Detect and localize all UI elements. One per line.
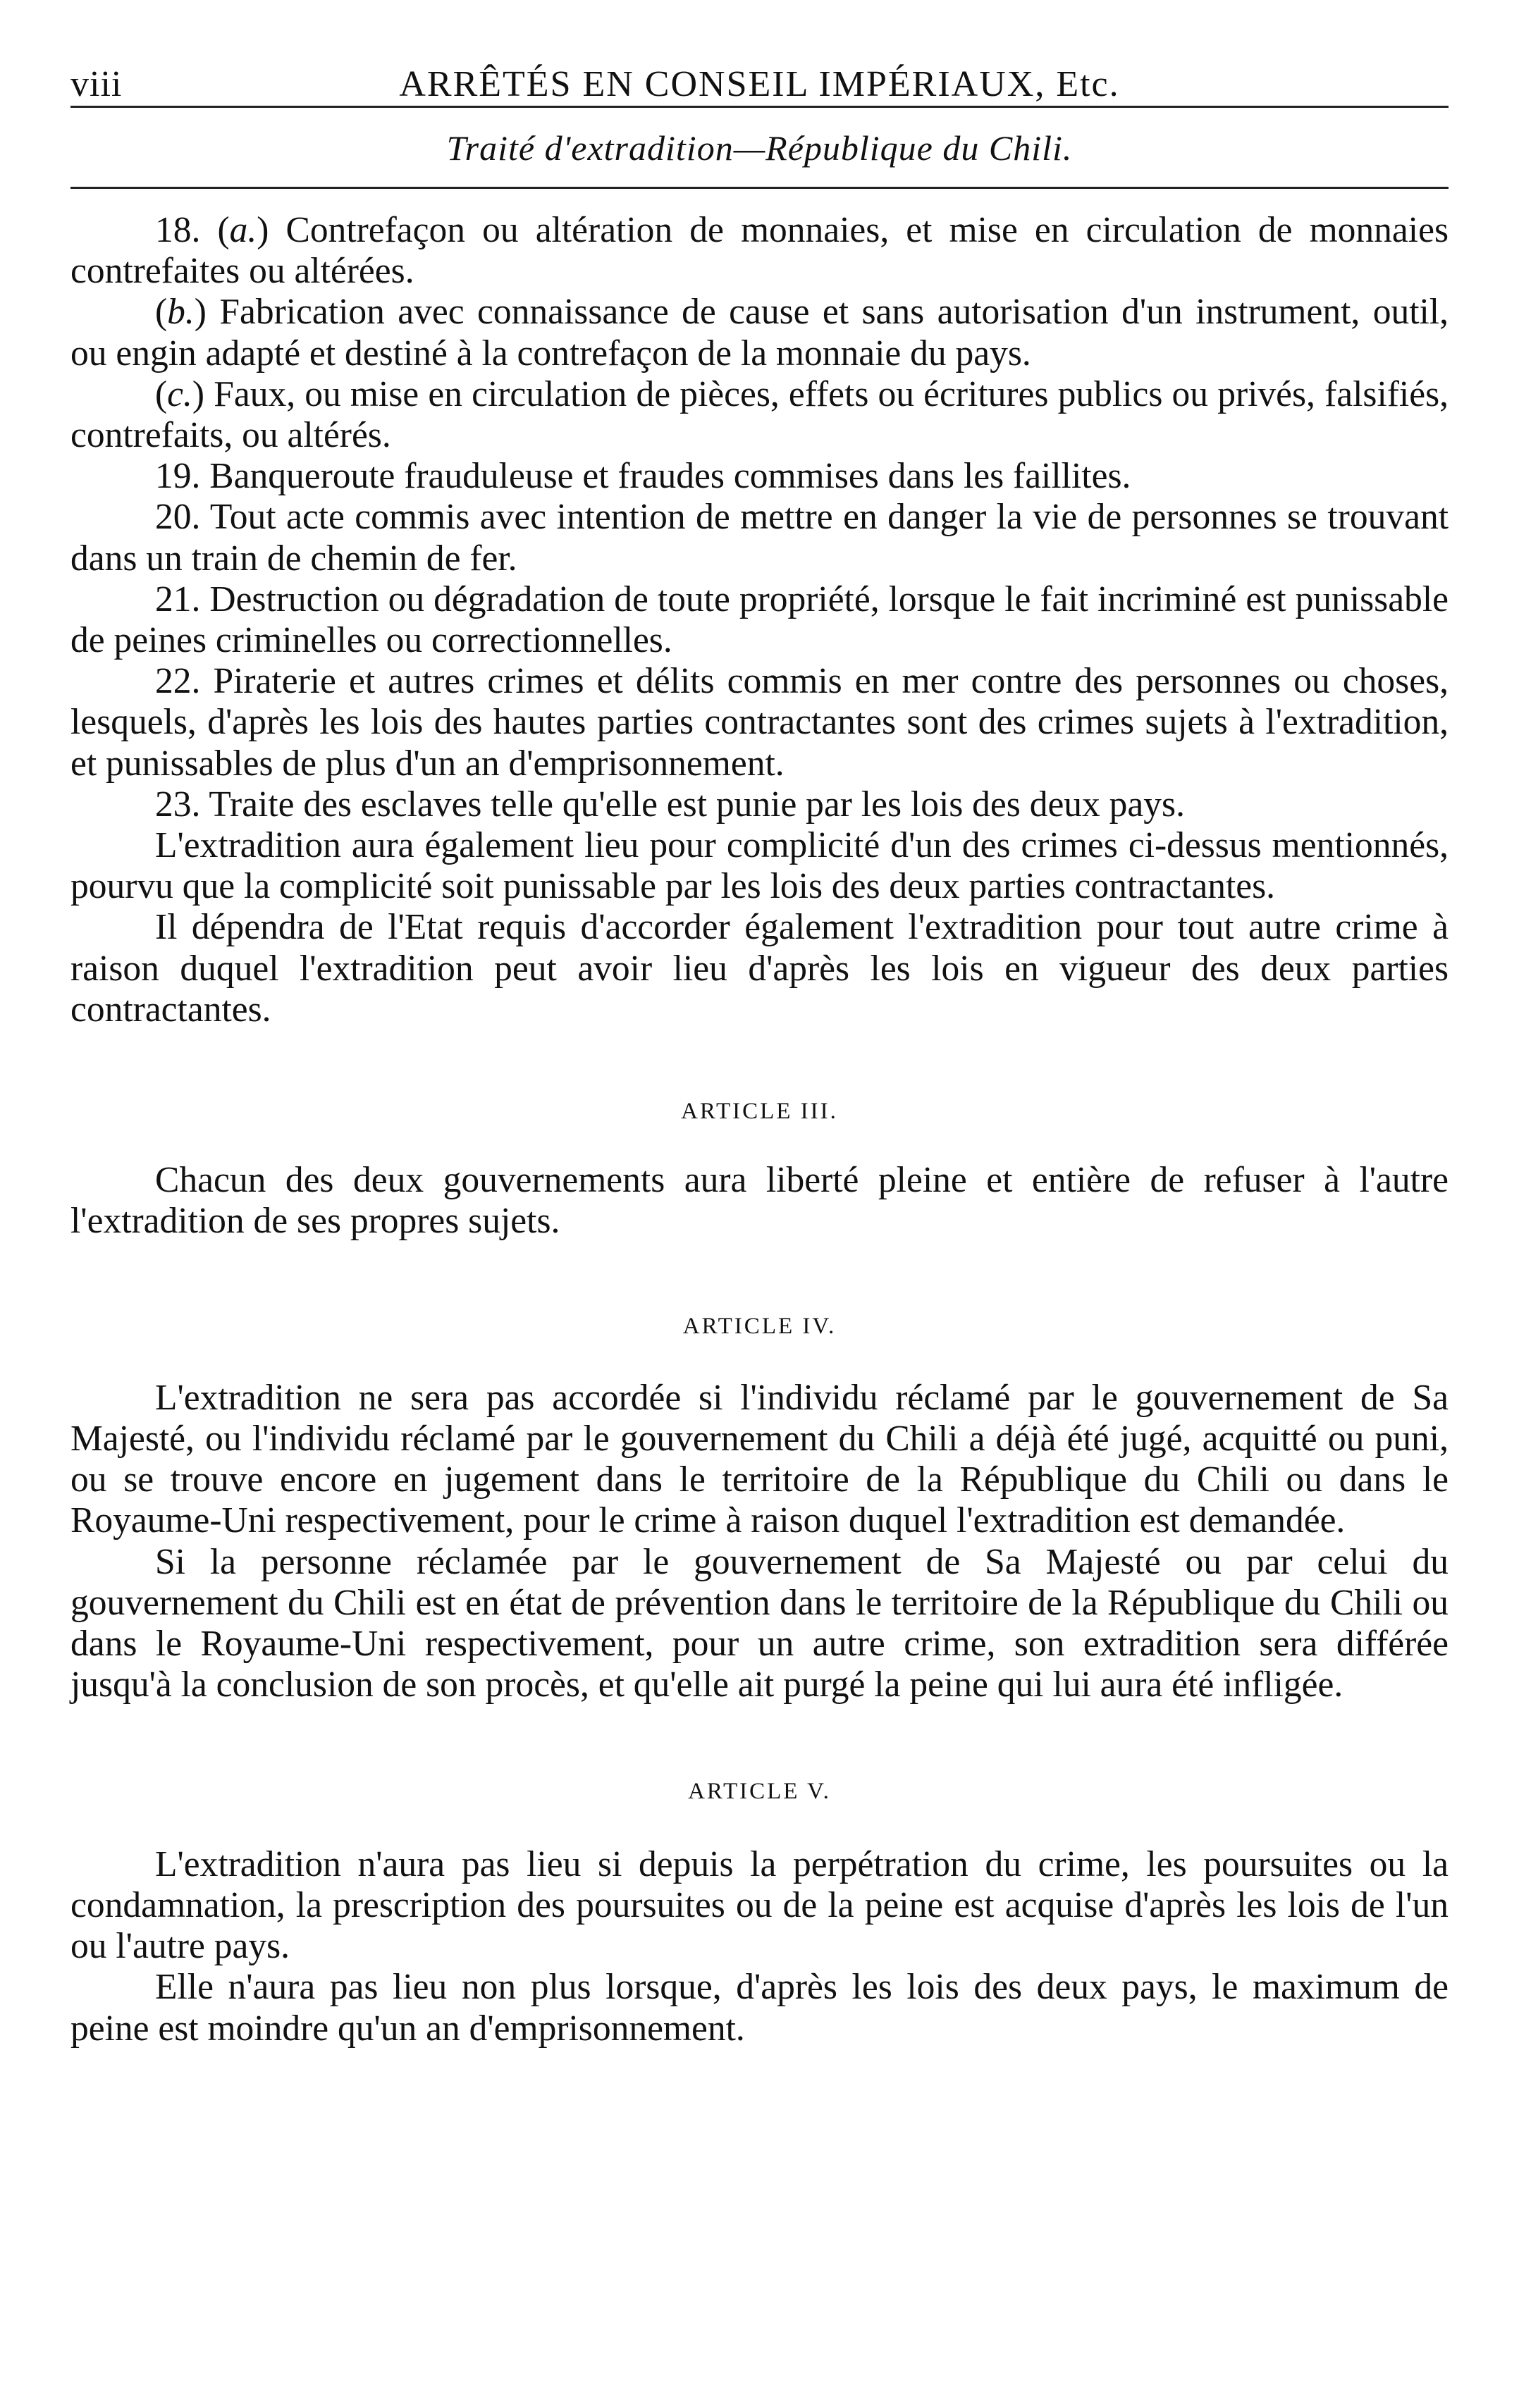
- article-3-heading: ARTICLE III.: [681, 1099, 838, 1125]
- paragraph-item-22: 22. Piraterie et autres crimes et délits commis en mer contre des personnes ou choses, lesquels, d'après les lois des hautes parties contractantes sont des crimes sujets à l'extradition, et punissables de plus d'un an d'emprisonnement.: [70, 661, 1449, 784]
- paragraph-item-18b: (b.) Fabrication avec connaissance de cause et sans autorisation d'un instrument, outil, ou engin adapté et destiné à la contrefaçon de la monnaie du pays.: [70, 292, 1449, 373]
- paragraph-item-21: 21. Destruction ou dégradation de toute propriété, lorsque le fait incriminé est punissable de peines criminelles ou correctionnelles.: [70, 579, 1449, 661]
- paragraph-item-20: 20. Tout acte commis avec intention de mettre en danger la vie de personnes se trouvant dans un train de chemin de fer.: [70, 497, 1449, 579]
- paragraph-complicity: L'extradition aura également lieu pour complicité d'un des crimes ci-dessus mentionnés, pourvu que la complicité soit punissable par les lois des deux parties contractantes.: [70, 825, 1449, 907]
- running-head: [70, 42, 1449, 106]
- bottom-rule: [70, 187, 1449, 189]
- paragraph-item-18a: 18. (a.) Contrefaçon ou altération de monnaies, et mise en circulation de monnaies contrefaites ou altérées.: [70, 210, 1449, 292]
- document-body: [70, 210, 1449, 2049]
- paragraph-item-19: 19. Banqueroute frauduleuse et fraudes commises dans les faillites.: [155, 456, 1131, 497]
- article-4-heading: ARTICLE IV.: [682, 1313, 837, 1339]
- article-4-paragraph-1: L'extradition ne sera pas accordée si l'individu réclamé par le gouvernement de Sa Majesté, ou l'individu réclamé par le gouvernement du Chili a déjà été jugé, acquitté ou puni, ou se trouve encore en jugement dans le territoire de la République du Chili ou dans le Royaume-Uni respectivement, pour le crime à raison duquel l'extradition est demandée.: [70, 1377, 1449, 1541]
- article-5-paragraph-2: Elle n'aura pas lieu non plus lorsque, d'après les lois des deux pays, le maximum de peine est moindre qu'un an d'emprisonnement.: [70, 1967, 1449, 2049]
- paragraph-item-18c: (c.) Faux, ou mise en circulation de pièces, effets ou écritures publics ou privés, falsifiés, contrefaits, ou altérés.: [70, 373, 1449, 456]
- paragraph-other-crimes: Il dépendra de l'Etat requis d'accorder également l'extradition pour tout autre crime à raison duquel l'extradition peut avoir lieu d'après les lois en vigueur des deux parties contractantes.: [70, 907, 1449, 1030]
- article-3-paragraph: Chacun des deux gouvernements aura liberté pleine et entière de refuser à l'autre l'extradition de ses propres sujets.: [70, 1160, 1449, 1242]
- article-4-paragraph-2: Si la personne réclamée par le gouvernement de Sa Majesté ou par celui du gouvernement du Chili est en état de prévention dans le territoire de la République du Chili ou dans le Royaume-Uni respectivement, pour un autre crime, son extradition sera différée jusqu'à la conclusion de son procès, et qu'elle ait purgé la peine qui lui aura été infligée.: [70, 1541, 1449, 1705]
- article-5-paragraph-1: L'extradition n'aura pas lieu si depuis la perpétration du crime, les poursuites ou la condamnation, la prescription des poursuites ou de la peine est acquise d'après les lois de l'un ou l'autre pays.: [70, 1844, 1449, 1967]
- section-subtitle: Traité d'extradition—République du Chili.: [446, 128, 1073, 168]
- running-title: ARRÊTÉS EN CONSEIL IMPÉRIAUX, Etc.: [399, 64, 1120, 104]
- article-5-heading: ARTICLE V.: [688, 1778, 831, 1804]
- paragraph-item-23: 23. Traite des esclaves telle qu'elle est punie par les lois des deux pays.: [155, 784, 1185, 825]
- page-number: viii: [70, 64, 123, 104]
- document-page: [70, 42, 1449, 2049]
